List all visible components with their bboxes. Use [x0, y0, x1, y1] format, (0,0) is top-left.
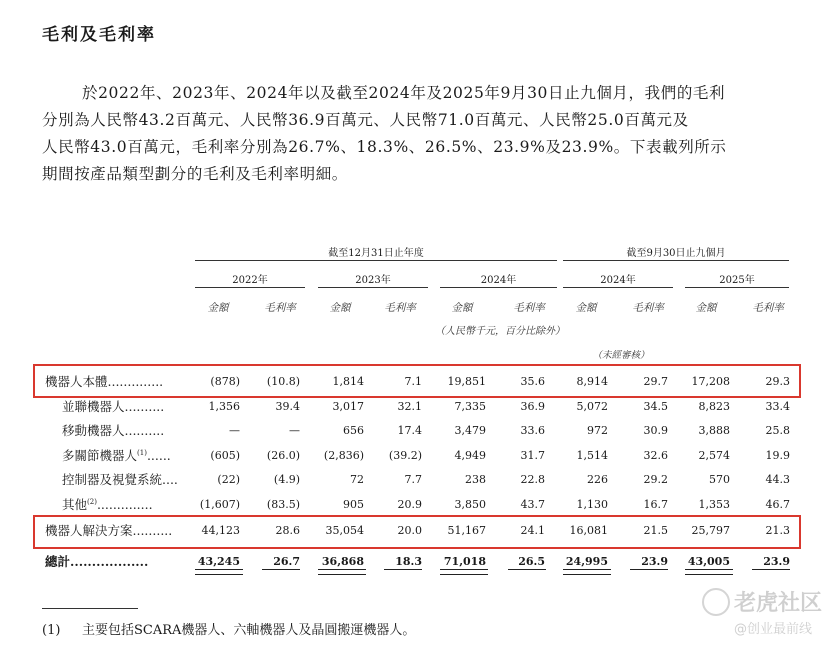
amount-col-label: 金額: [695, 302, 717, 314]
table-row: [0, 446, 834, 466]
amount-cell: 8,823: [698, 400, 730, 413]
watermark-brand: 老虎社区: [734, 591, 823, 616]
annual-group-header: 截至12月31日止年度: [328, 248, 424, 259]
amount-cell: 24,995: [565, 555, 608, 568]
margin-cell: 31.7: [520, 449, 545, 462]
table-row: [0, 372, 834, 392]
margin-cell: (39.2): [388, 449, 422, 462]
amount-cell: 36,868: [321, 555, 364, 568]
total-underline: [262, 569, 300, 570]
footnote-marker: (1): [42, 623, 61, 638]
margin-cell: (83.5): [266, 498, 300, 511]
row-label-text: 控制器及視覺系統: [62, 472, 163, 487]
period-rule: [318, 287, 428, 288]
amount-cell: 5,072: [576, 400, 608, 413]
amount-cell: (2,836): [323, 449, 364, 462]
margin-cell: 22.8: [520, 473, 545, 486]
margin-cell: 24.1: [520, 524, 545, 537]
amount-cell: (22): [217, 473, 240, 486]
margin-cell: 26.7: [273, 555, 300, 568]
total-underline: [630, 569, 668, 570]
margin-col-label: 毛利率: [632, 302, 664, 314]
amount-cell: 2,574: [698, 449, 730, 462]
paragraph-line: 於2022年、2023年、2024年以及截至2024年及2025年9月30日止九個月，我們的毛利: [82, 84, 726, 102]
amount-col-label: 金額: [329, 302, 351, 314]
margin-cell: 23.9: [763, 555, 790, 568]
amount-cell: 8,914: [576, 375, 608, 388]
total-double-underline: [563, 569, 611, 575]
margin-cell: 39.4: [275, 400, 300, 413]
margin-cell: —: [289, 424, 300, 437]
amount-cell: 656: [343, 424, 364, 437]
margin-cell: 17.4: [397, 424, 422, 437]
margin-cell: 21.5: [643, 524, 668, 537]
row-label: [62, 470, 178, 488]
margin-cell: 7.1: [404, 375, 422, 388]
row-label-text: 機器人解決方案: [45, 523, 133, 538]
leader-dots: ......: [146, 448, 171, 463]
nine-month-group-header: 截至9月30日止九個月: [626, 248, 726, 259]
amount-cell: 570: [709, 473, 730, 486]
amount-cell: 1,130: [576, 498, 608, 511]
margin-cell: 18.3: [395, 555, 422, 568]
margin-cell: 36.9: [520, 400, 545, 413]
margin-cell: (10.8): [266, 375, 300, 388]
margin-cell: 43.7: [520, 498, 545, 511]
amount-cell: 7,335: [454, 400, 486, 413]
margin-cell: 26.5: [518, 555, 545, 568]
row-label-text: 總計: [45, 554, 71, 569]
leader-dots: ..................: [70, 554, 149, 569]
period-header: 2024年: [600, 275, 636, 286]
paragraph-line: 分別為人民幣43.2百萬元、人民幣36.9百萬元、人民幣71.0百萬元、人民幣25.0百萬元及: [42, 111, 689, 129]
period-header: 2023年: [355, 275, 391, 286]
period-header: 2025年: [719, 275, 755, 286]
table-row: [0, 521, 834, 541]
margin-cell: 35.6: [520, 375, 545, 388]
margin-cell: 32.1: [397, 400, 422, 413]
paragraph-line: 期間按產品類型劃分的毛利及毛利率明細。: [42, 165, 348, 183]
amount-cell: (878): [210, 375, 240, 388]
period-header: 2024年: [480, 275, 517, 286]
footnote-ref: (1): [137, 448, 147, 457]
amount-cell: (1,607): [199, 498, 240, 511]
margin-cell: (4.9): [273, 473, 300, 486]
leader-dots: ..........: [124, 399, 165, 414]
leader-dots: ..............: [96, 497, 153, 512]
leader-dots: ..............: [107, 374, 164, 389]
period-header: 2022年: [232, 275, 268, 286]
row-label: [62, 397, 164, 415]
row-label: [45, 372, 163, 390]
margin-col-label: 毛利率: [264, 302, 296, 314]
header-rule: [195, 260, 557, 261]
amount-cell: 3,479: [454, 424, 486, 437]
margin-cell: 7.7: [404, 473, 422, 486]
margin-cell: 28.6: [275, 524, 300, 537]
table-row: [0, 421, 834, 441]
row-label: [62, 446, 171, 464]
margin-cell: 32.6: [643, 449, 668, 462]
margin-cell: 16.7: [643, 498, 668, 511]
amount-cell: 3,888: [698, 424, 730, 437]
amount-cell: 226: [587, 473, 608, 486]
amount-cell: 1,356: [208, 400, 240, 413]
amount-cell: 51,167: [447, 524, 486, 537]
row-label-text: 移動機器人: [62, 423, 125, 438]
margin-cell: 33.6: [520, 424, 545, 437]
amount-col-label: 金額: [575, 302, 597, 314]
leader-dots: ..........: [124, 423, 165, 438]
row-label: [45, 521, 172, 539]
margin-col-label: 毛利率: [384, 302, 416, 314]
intro-paragraph: [42, 80, 802, 188]
margin-cell: (26.0): [266, 449, 300, 462]
margin-cell: 25.8: [765, 424, 790, 437]
row-label: [62, 421, 164, 439]
amount-cell: 17,208: [691, 375, 730, 388]
amount-cell: —: [229, 424, 240, 437]
amount-cell: 35,054: [325, 524, 364, 537]
amount-cell: 71,018: [443, 555, 486, 568]
margin-col-label: 毛利率: [752, 302, 784, 314]
footnote-rule: [42, 608, 138, 609]
margin-cell: 34.5: [643, 400, 668, 413]
total-double-underline: [685, 569, 733, 575]
margin-cell: 20.0: [397, 524, 422, 537]
amount-cell: 3,017: [332, 400, 364, 413]
amount-cell: 25,797: [691, 524, 730, 537]
amount-cell: 19,851: [447, 375, 486, 388]
row-label: [62, 495, 153, 513]
amount-cell: 1,814: [332, 375, 364, 388]
margin-cell: 23.9: [641, 555, 668, 568]
table-row: [0, 397, 834, 417]
total-underline: [752, 569, 790, 570]
margin-cell: 33.4: [765, 400, 790, 413]
amount-cell: 44,123: [201, 524, 240, 537]
amount-cell: 72: [350, 473, 364, 486]
amount-cell: 238: [465, 473, 486, 486]
watermark-logo-icon: [702, 588, 730, 616]
leader-dots: ..........: [132, 523, 173, 538]
amount-cell: 972: [587, 424, 608, 437]
section-title: 毛利及毛利率: [42, 25, 156, 45]
period-rule: [440, 287, 557, 288]
total-underline: [508, 569, 546, 570]
units-note: （人民幣千元，百分比除外）: [435, 326, 565, 337]
row-label-text: 其他: [62, 497, 88, 512]
row-label: [45, 552, 148, 570]
total-double-underline: [440, 569, 488, 575]
footnote-text: 主要包括SCARA機器人、六軸機器人及晶圓搬運機器人。: [82, 623, 416, 638]
margin-col-label: 毛利率: [513, 302, 545, 314]
footnote-ref: (2): [87, 497, 97, 506]
margin-cell: 29.3: [765, 375, 790, 388]
amount-cell: (605): [210, 449, 240, 462]
footnote: [42, 619, 415, 638]
amount-cell: 905: [343, 498, 364, 511]
margin-cell: 30.9: [643, 424, 668, 437]
amount-col-label: 金額: [207, 302, 229, 314]
margin-cell: 20.9: [397, 498, 422, 511]
margin-cell: 19.9: [765, 449, 790, 462]
row-label-text: 機器人本體: [45, 374, 108, 389]
period-rule: [563, 287, 673, 288]
margin-cell: 46.7: [765, 498, 790, 511]
period-rule: [195, 287, 305, 288]
table-row: [0, 495, 834, 515]
header-rule: [563, 260, 789, 261]
amount-cell: 1,353: [698, 498, 730, 511]
total-double-underline: [318, 569, 366, 575]
table-row: [0, 470, 834, 490]
amount-cell: 43,245: [197, 555, 240, 568]
leader-dots: ....: [162, 472, 178, 487]
amount-cell: 43,005: [687, 555, 730, 568]
amount-cell: 3,850: [454, 498, 486, 511]
amount-cell: 1,514: [576, 449, 608, 462]
unaudited-note: （未經審核）: [592, 350, 650, 361]
period-rule: [685, 287, 789, 288]
row-label-text: 多關節機器人: [62, 448, 138, 463]
margin-cell: 44.3: [765, 473, 790, 486]
amount-cell: 4,949: [454, 449, 486, 462]
total-underline: [384, 569, 422, 570]
row-label-text: 並聯機器人: [62, 399, 125, 414]
paragraph-line: 人民幣43.0百萬元，毛利率分別為26.7%、18.3%、26.5%、23.9%及23.9%。下表載列所示: [42, 138, 727, 156]
total-double-underline: [195, 569, 243, 575]
amount-col-label: 金額: [451, 302, 473, 314]
margin-cell: 29.2: [643, 473, 668, 486]
margin-cell: 21.3: [765, 524, 790, 537]
amount-cell: 16,081: [569, 524, 608, 537]
watermark-sub: @创业最前线: [734, 622, 813, 637]
margin-cell: 29.7: [643, 375, 668, 388]
